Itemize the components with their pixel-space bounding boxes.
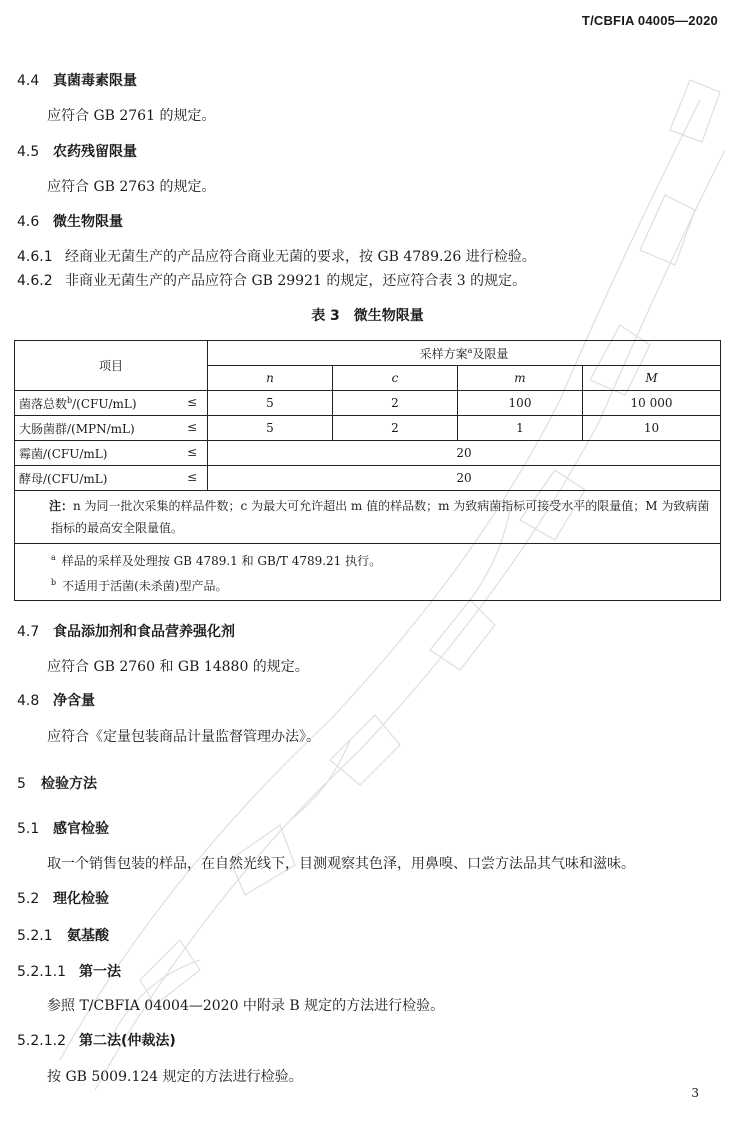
table-caption: 表 3 微生物限量	[311, 308, 424, 324]
section-5-2-1-1-heading	[17, 961, 121, 981]
section-title: 检验方法	[41, 776, 97, 792]
section-title: 感官检验	[53, 821, 109, 837]
section-number: 5	[17, 776, 26, 792]
footnote-mark-b: b	[67, 395, 73, 405]
section-4-6-heading	[17, 211, 123, 231]
note-text: n 为同一批次采集的样品件数；c 为最大可允许超出 m 值的样品数；m 为致病菌指标可接受水平的限量值；M 为致病菌指标的最高安全限量值。	[51, 499, 710, 535]
footnote-mark: a	[51, 553, 56, 562]
section-4-8-body: 应符合《定量包装商品计量监督管理办法》。	[47, 729, 320, 745]
clause-number: 4.6.2	[17, 273, 53, 289]
cell-merged-limit: 20	[208, 466, 721, 491]
less-equal-sign: ≤	[186, 394, 197, 409]
section-title: 微生物限量	[53, 214, 123, 230]
footnote-text: 样品的采样及处理按 GB 4789.1 和 GB/T 4789.21 执行。	[61, 554, 382, 568]
row-label	[15, 416, 208, 441]
col-M: M	[583, 366, 721, 391]
section-title: 理化检验	[53, 891, 109, 907]
section-title: 氨基酸	[67, 928, 109, 944]
clause-4-6-1	[17, 246, 536, 266]
cell-m: 100	[458, 391, 583, 416]
section-number: 5.2.1.1	[17, 964, 66, 980]
row-name: 酵母	[19, 471, 44, 486]
clause-text: 非商业无菌生产的产品应符合 GB 29921 的规定，还应符合表 3 的规定。	[65, 273, 527, 289]
row-label	[15, 391, 208, 416]
section-4-7-body: 应符合 GB 2760 和 GB 14880 的规定。	[47, 659, 309, 675]
section-5-2-heading	[17, 888, 109, 908]
cell-c: 2	[333, 391, 458, 416]
cell-m: 1	[458, 416, 583, 441]
cell-c: 2	[333, 416, 458, 441]
section-4-7-heading	[17, 621, 235, 641]
cell-M: 10	[583, 416, 721, 441]
section-4-5-body: 应符合 GB 2763 的规定。	[47, 179, 216, 195]
section-number: 5.2.1	[17, 928, 53, 944]
section-4-5-heading	[17, 141, 137, 161]
header-plan-text: 采样方案	[419, 346, 468, 361]
col-c: c	[333, 366, 458, 391]
footnote-text: 不适用于活菌(未杀菌)型产品。	[62, 579, 228, 593]
section-number: 5.1	[17, 821, 40, 837]
section-5-2-1-2-heading	[17, 1030, 176, 1050]
footnote-b	[51, 572, 714, 597]
cell-M: 10 000	[583, 391, 721, 416]
section-title: 净含量	[53, 693, 95, 709]
section-5-2-1-2-body: 按 GB 5009.124 规定的方法进行检验。	[47, 1069, 303, 1085]
section-title: 食品添加剂和食品营养强化剂	[53, 624, 235, 640]
section-4-4-body: 应符合 GB 2761 的规定。	[47, 108, 216, 124]
cell-n: 5	[208, 391, 333, 416]
row-name: 霉菌	[19, 446, 44, 461]
table-row	[15, 441, 721, 466]
col-n: n	[208, 366, 333, 391]
footnote-mark: b	[51, 578, 57, 587]
footnote-a	[51, 547, 714, 572]
col-m: m	[458, 366, 583, 391]
header-item: 项目	[15, 341, 208, 391]
table-row	[15, 466, 721, 491]
header-plan-suffix: 及限量	[472, 346, 509, 361]
table-row	[15, 391, 721, 416]
document-id-header: T/CBFIA 04005—2020	[581, 13, 718, 28]
section-title: 农药残留限量	[53, 144, 137, 160]
section-title: 真菌毒素限量	[53, 73, 137, 89]
section-number: 4.6	[17, 214, 40, 230]
clause-text: 经商业无菌生产的产品应符合商业无菌的要求，按 GB 4789.26 进行检验。	[65, 249, 536, 265]
section-5-1-body: 取一个销售包装的样品，在自然光线下，目测观察其色泽，用鼻嗅、口尝方法品其气味和滋味。	[47, 856, 635, 872]
section-5-2-1-heading	[17, 925, 109, 945]
row-unit: /(MPN/mL)	[67, 421, 135, 436]
section-number: 5.2	[17, 891, 40, 907]
page-number: 3	[691, 1086, 699, 1100]
less-equal-sign: ≤	[186, 419, 197, 434]
row-unit: /(CFU/mL)	[72, 396, 137, 411]
section-5-1-heading	[17, 818, 109, 838]
cell-merged-limit: 20	[208, 441, 721, 466]
table-row	[15, 416, 721, 441]
section-4-4-heading	[17, 70, 137, 90]
clause-4-6-2	[17, 270, 526, 290]
table-note-row	[15, 491, 721, 544]
chapter-5-heading	[17, 773, 97, 793]
cell-n: 5	[208, 416, 333, 441]
table-note	[15, 491, 721, 544]
less-equal-sign: ≤	[186, 444, 197, 459]
row-label	[15, 441, 208, 466]
section-number: 4.8	[17, 693, 40, 709]
section-4-8-heading	[17, 690, 95, 710]
table-footnote-row	[15, 544, 721, 601]
row-unit: /(CFU/mL)	[43, 471, 108, 486]
section-5-2-1-1-body: 参照 T/CBFIA 04004—2020 中附录 B 规定的方法进行检验。	[47, 998, 445, 1014]
section-number: 4.5	[17, 144, 40, 160]
table-footnotes	[15, 544, 721, 601]
row-name: 大肠菌群	[19, 421, 68, 436]
row-name: 菌落总数	[19, 396, 68, 411]
row-label	[15, 466, 208, 491]
header-sampling-plan	[208, 341, 721, 366]
section-number: 4.7	[17, 624, 40, 640]
less-equal-sign: ≤	[186, 469, 197, 484]
row-unit: /(CFU/mL)	[43, 446, 108, 461]
footnote-mark-a: a	[467, 345, 473, 355]
section-number: 4.4	[17, 73, 40, 89]
table-header-row	[15, 341, 721, 366]
section-number: 5.2.1.2	[17, 1033, 66, 1049]
clause-number: 4.6.1	[17, 249, 53, 265]
microbial-limit-table	[14, 340, 721, 601]
section-title: 第一法	[79, 964, 121, 980]
section-title: 第二法(仲裁法)	[79, 1033, 176, 1049]
note-label: 注：	[49, 499, 74, 513]
